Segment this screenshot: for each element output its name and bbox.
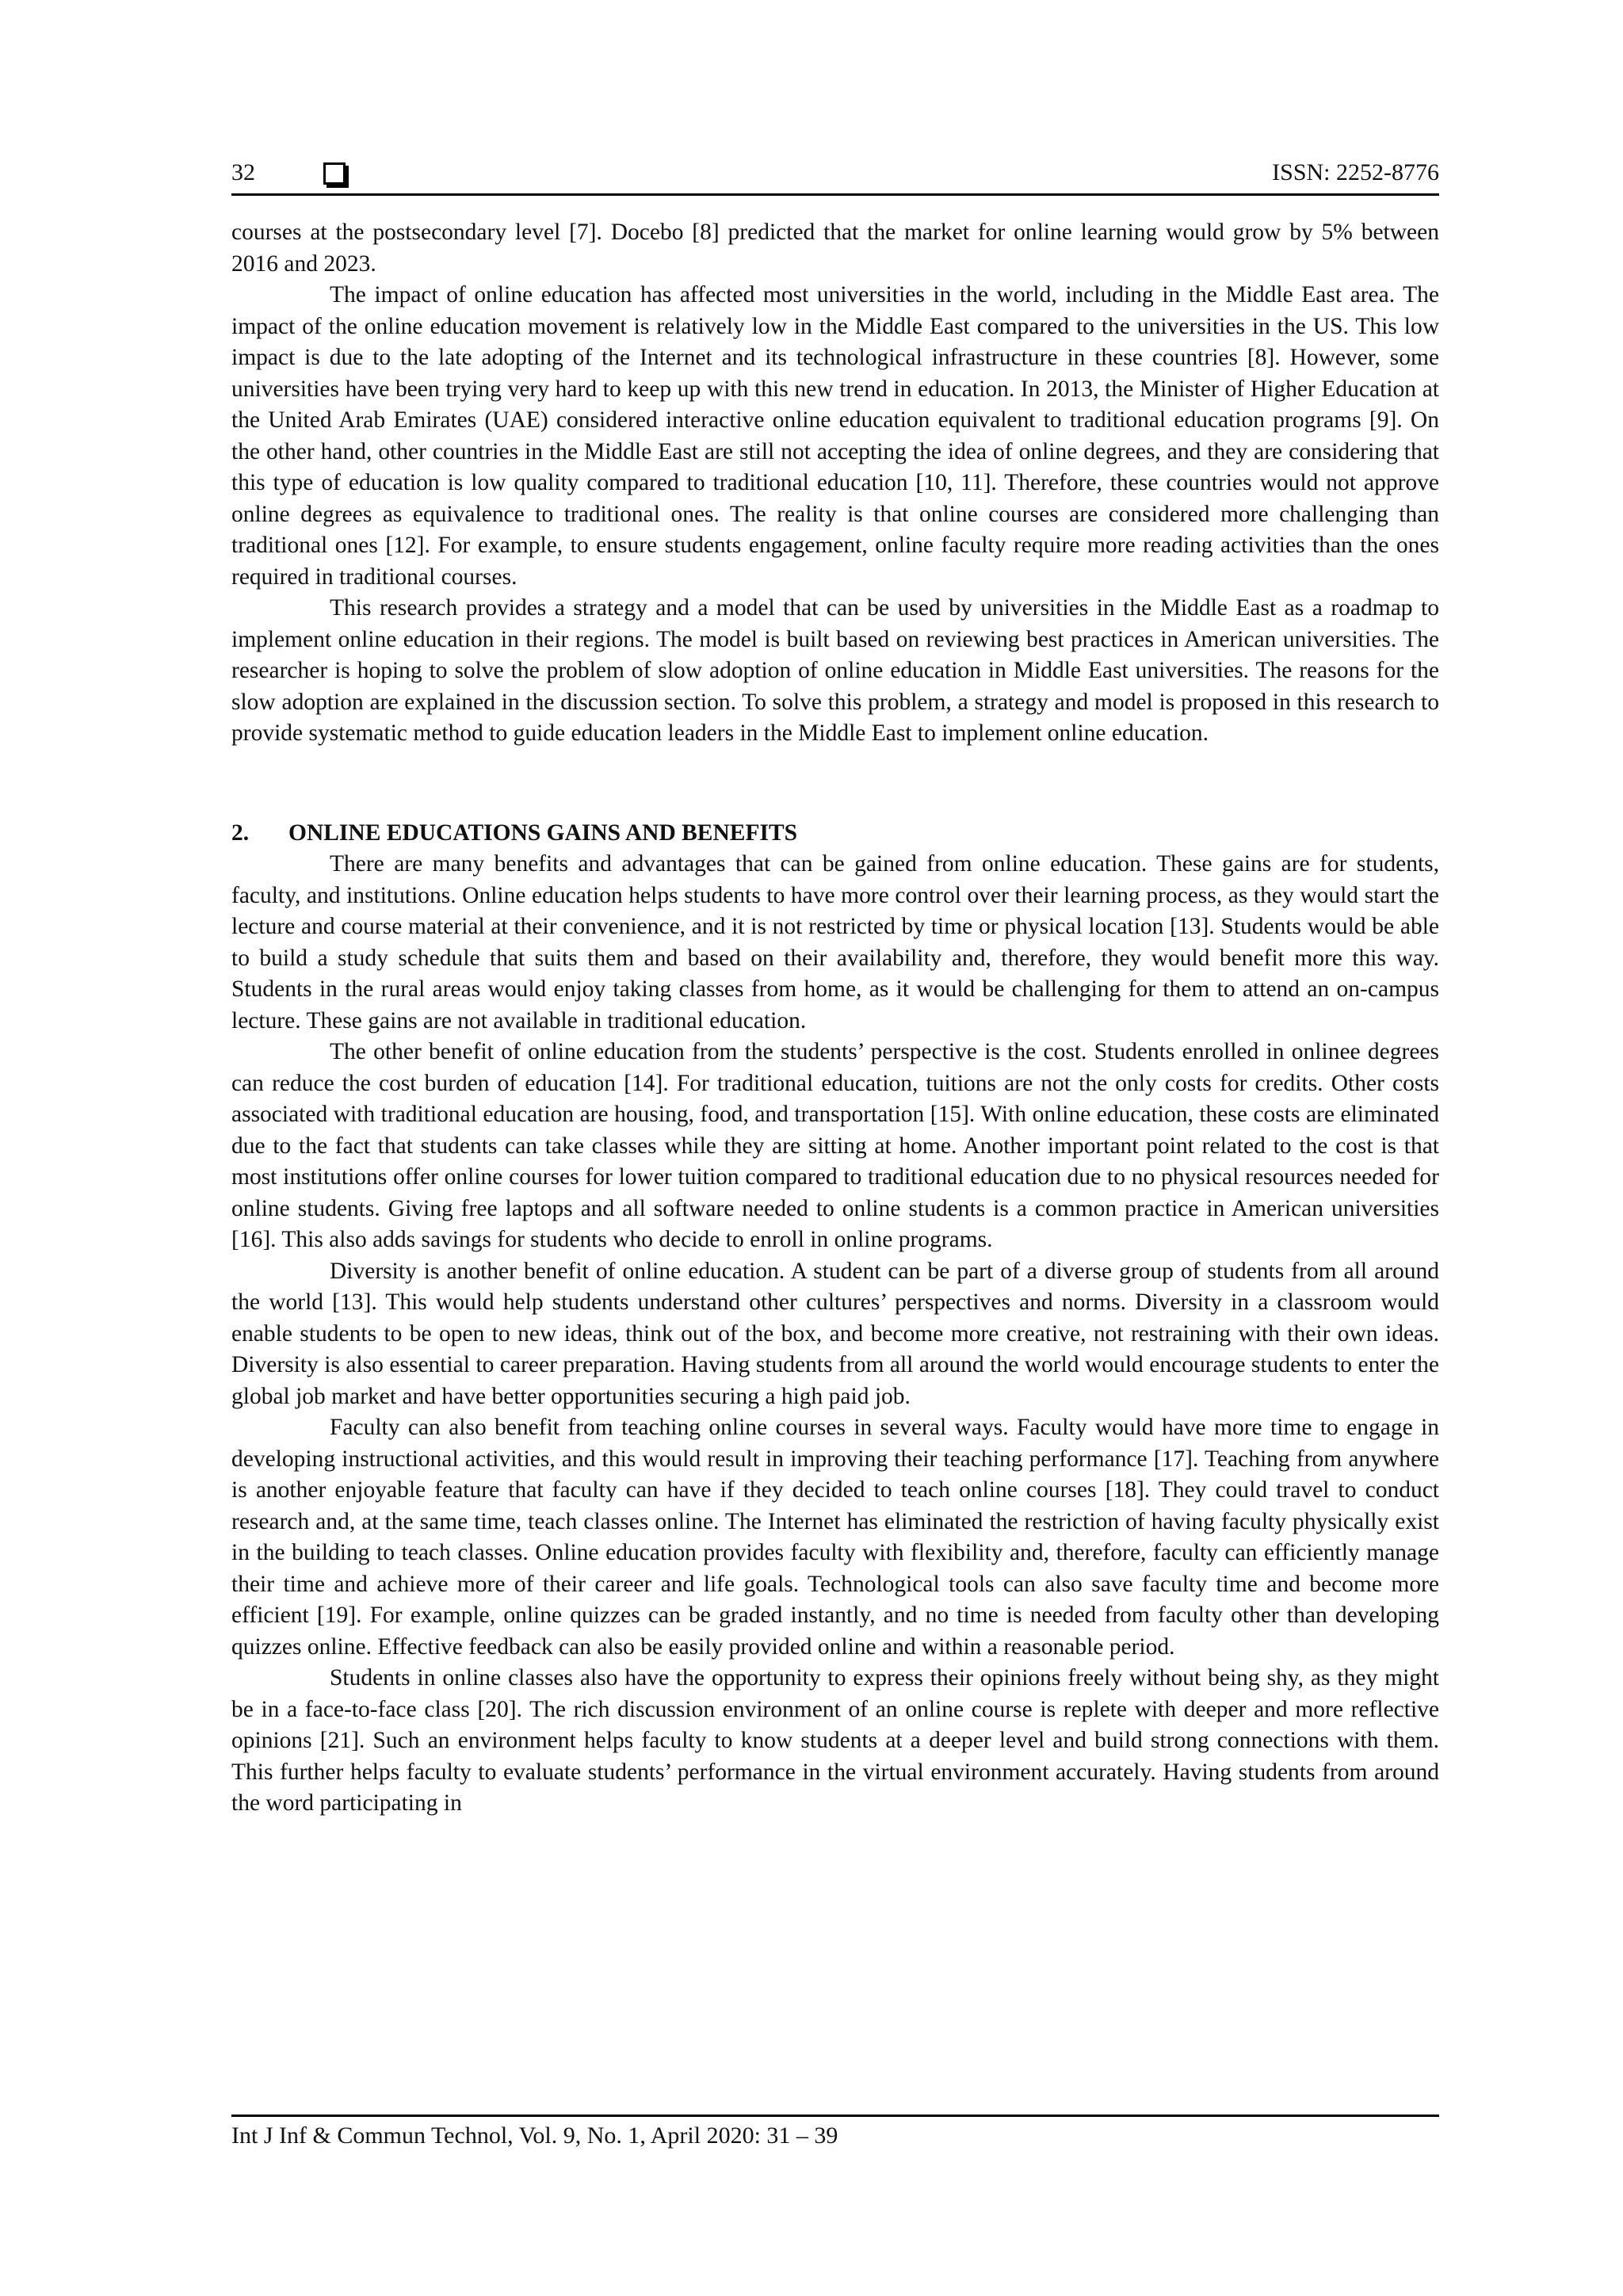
page-footer: [231, 2115, 1439, 2150]
journal-citation: Int J Inf & Commun Technol, Vol. 9, No. 1, April 2020: 31 – 39: [231, 2122, 838, 2149]
journal-issn: ISSN: 2252-8776: [1272, 159, 1439, 185]
paragraph: There are many benefits and advantages that can be gained from online education. These gains are for students, faculty, and institutions. Online education helps students to have more control over their learning process, as they would start the lecture and course material at their convenience, and it is not restricted by time or physical location [13]. Students would be able to build a study schedule that suits them and based on their availability and, therefore, they would benefit more this way. Students in the rural areas would enjoy taking classes from home, as it would be challenging for them to attend an on-campus lecture. These gains are not available in traditional education.: [231, 851, 1439, 1033]
paragraph: Diversity is another benefit of online education. A student can be part of a diverse group of students from all around the world [13]. This would help students understand other cultures’ perspectives and norms. Diversity in a classroom would enable students to be open to new ideas, think out of the box, and become more creative, not restraining with their own ideas. Diversity is also essential to career preparation. Having students from all around the world would encourage students to enter the global job market and have better opportunities securing a high paid job.: [231, 1258, 1439, 1409]
section-heading: [231, 818, 1439, 850]
section-title: ONLINE EDUCATIONS GAINS AND BENEFITS: [288, 819, 798, 846]
paragraph: Students in online classes also have the opportunity to express their opinions freely without being shy, as they might be in a face-to-face class [20]. The rich discussion environment of an online course is replete with deeper and more reflective opinions [21]. Such an environment helps faculty to know students at a deeper level and build strong connections with them. This further helps faculty to evaluate students’ performance in the virtual environment accurately. Having students from around the word participating in: [231, 1665, 1439, 1816]
square-box-icon: [323, 162, 346, 185]
paragraph-continuation: courses at the postsecondary level [7]. Docebo [8] predicted that the market for online learning would grow by 5% between 2016 and 2023.: [231, 220, 1439, 277]
paragraph: This research provides a strategy and a model that can be used by universities in the Middle East as a roadmap to implement online education in their regions. The model is built based on reviewing best practices in American universities. The researcher is hoping to solve the problem of slow adoption of online education in Middle East universities. The reasons for the slow adoption are explained in the discussion section. To solve this problem, a strategy and model is proposed in this research to provide systematic method to guide education leaders in the Middle East to implement online education.: [231, 595, 1439, 746]
page-body: [231, 217, 1439, 1820]
paragraph: The impact of online education has affected most universities in the world, including in the Middle East area. The impact of the online education movement is relatively low in the Middle East compared to the universities in the US. This low impact is due to the late adopting of the Internet and its technological infrastructure in these countries [8]. However, some universities have been trying very hard to keep up with this new trend in education. In 2013, the Minister of Higher Education at the United Arab Emirates (UAE) considered interactive online education equivalent to traditional education programs [9]. On the other hand, other countries in the Middle East are still not accepting the idea of online degrees, and they are considering that this type of education is low quality compared to traditional education [10, 11]. Therefore, these countries would not approve online degrees as equivalence to traditional ones. The reality is that online courses are considered more challenging than traditional ones [12]. For example, to ensure students engagement, online faculty require more reading activities than the ones required in traditional courses.: [231, 282, 1439, 590]
page-header: [231, 159, 1439, 196]
page-number: 32: [231, 159, 255, 185]
paragraph: Faculty can also benefit from teaching online courses in several ways. Faculty would have more time to engage in developing instructional activities, and this would result in improving their teaching performance [17]. Teaching from anywhere is another enjoyable feature that faculty can have if they decided to teach online courses [18]. They could travel to conduct research and, at the same time, teach classes online. The Internet has eliminated the restriction of having faculty physically exist in the building to teach classes. Online education provides faculty with flexibility and, therefore, faculty can efficiently manage their time and achieve more of their career and life goals. Technological tools can also save faculty time and become more efficient [19]. For example, online quizzes can be graded instantly, and no time is needed from faculty other than developing quizzes online. Effective feedback can also be easily provided online and within a reasonable period.: [231, 1415, 1439, 1660]
section-number: 2.: [231, 819, 250, 846]
paragraph: The other benefit of online education from the students’ perspective is the cost. Students enrolled in onlinee degrees can reduce the cost burden of education [14]. For traditional education, tuitions are not the only costs for credits. Other costs associated with traditional education are housing, food, and transportation [15]. With online education, these costs are eliminated due to the fact that students can take classes while they are sitting at home. Another important point related to the cost is that most institutions offer online courses for lower tuition compared to traditional education due to no physical resources needed for online students. Giving free laptops and all software needed to online students is a common practice in American universities [16]. This also adds savings for students who decide to enroll in online programs.: [231, 1039, 1439, 1252]
